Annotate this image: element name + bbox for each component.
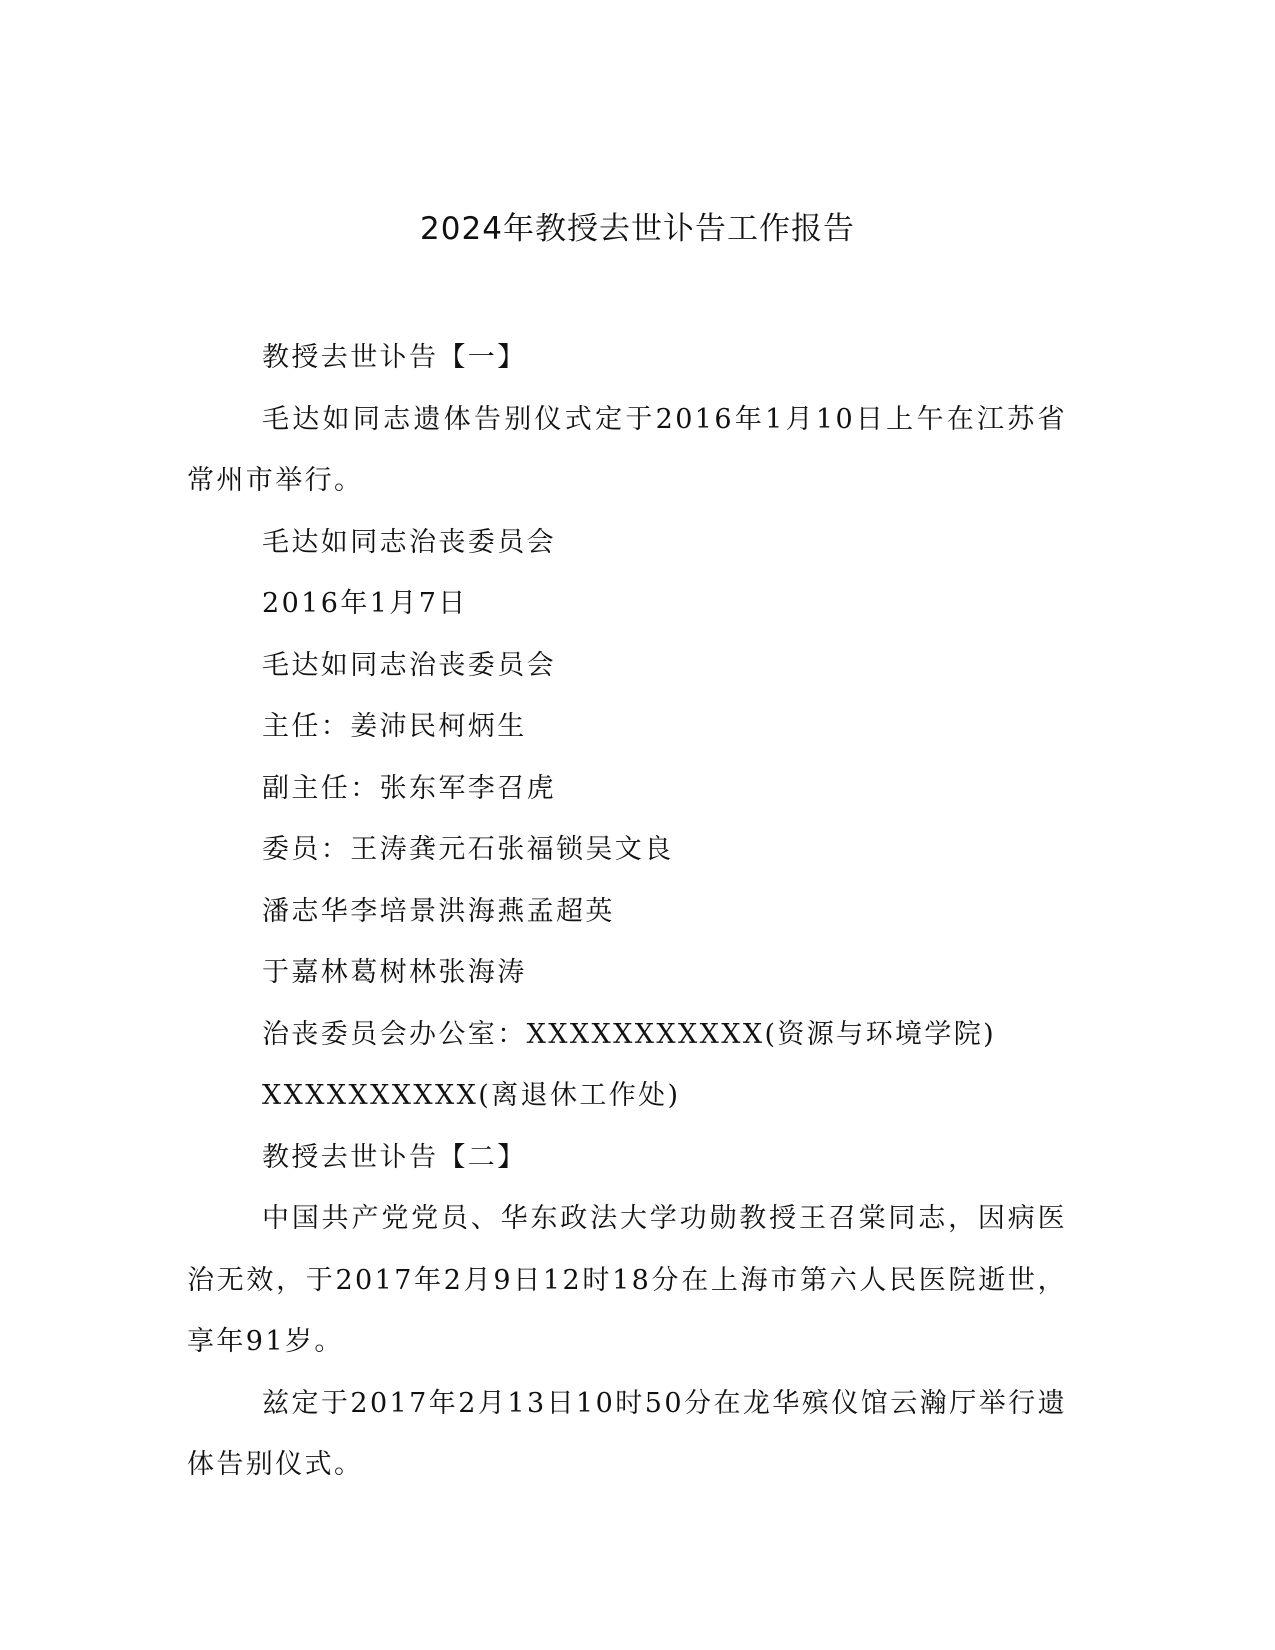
document-title: 2024年教授去世讣告工作报告 (420, 211, 855, 247)
paragraph-members-1: 委员：王涛龚元石张福锁吴文良 (262, 834, 674, 865)
paragraph-ceremony-notice: 毛达如同志遗体告别仪式定于2016年1月10日上午在江苏省常州市举行。 (187, 403, 1067, 496)
paragraph-farewell-ceremony: 兹定于2017年2月13日10时50分在龙华殡仪馆云瀚厅举行遗体告别仪式。 (187, 1387, 1067, 1480)
section-heading-2: 教授去世讣告【二】 (262, 1141, 527, 1173)
paragraph-date: 2016年1月7日 (262, 588, 468, 619)
paragraph-committee-signature: 毛达如同志治丧委员会 (262, 526, 556, 558)
section-heading-1: 教授去世讣告【一】 (262, 342, 527, 373)
paragraph-members-2: 潘志华李培景洪海燕孟超英 (262, 895, 615, 927)
paragraph-deputy-director: 副主任：张东军李召虎 (262, 772, 556, 804)
paragraph-director: 主任：姜沛民柯炳生 (262, 711, 527, 742)
document-body (187, 327, 1067, 1496)
paragraph-office-contact-1: 治丧委员会办公室：XXXXXXXXXXX(资源与环境学院) (262, 1018, 997, 1050)
paragraph-office-contact-2: XXXXXXXXXX(离退休工作处) (262, 1080, 681, 1111)
paragraph-obituary: 中国共产党党员、华东政法大学功勋教授王召棠同志，因病医治无效，于2017年2月9日12时18分在上海市第六人民医院逝世，享年91岁。 (187, 1203, 1067, 1357)
paragraph-committee-heading: 毛达如同志治丧委员会 (262, 649, 556, 681)
paragraph-members-3: 于嘉林葛树林张海涛 (262, 957, 527, 988)
